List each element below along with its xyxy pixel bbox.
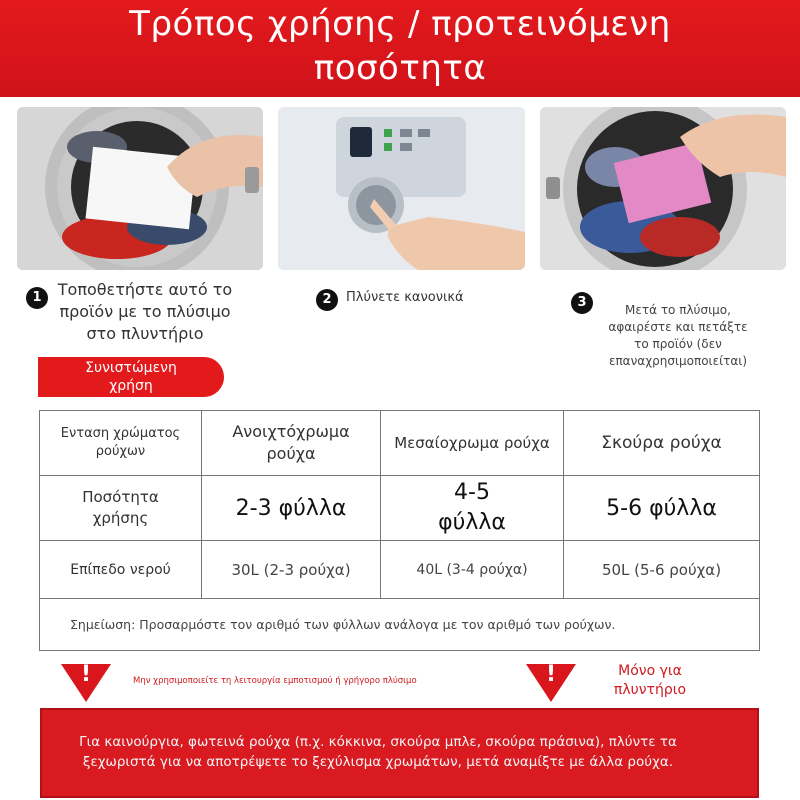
dosage-label bbox=[40, 476, 201, 540]
warning-no-soak-text: Μην χρησιμοποιείτε τη λειτουργία εμποτισμού ή γρήγορο πλύσιμο bbox=[133, 676, 417, 686]
header-col1-line-2: ρούχα bbox=[266, 444, 316, 463]
water-light: 30L (2-3 ρούχα) bbox=[231, 560, 351, 579]
water-dark: 50L (5-6 ρούχα) bbox=[601, 560, 722, 579]
header-light-clothes bbox=[202, 411, 380, 475]
step-3-line-3: το προϊόν (δεν bbox=[634, 337, 722, 351]
bottom-notice-text bbox=[58, 732, 698, 772]
warning-right-line-1: Μόνο για bbox=[618, 663, 682, 679]
header-banner bbox=[0, 0, 800, 97]
warning-machine-only bbox=[590, 662, 710, 700]
step-1-line-2: προϊόν με το πλύσιμο bbox=[59, 302, 231, 321]
header-label-line-2: ρούχων bbox=[95, 444, 146, 459]
step-2-text: Πλύνετε κανονικά bbox=[346, 290, 464, 305]
table-note: Σημείωση: Προσαρμόστε τον αριθμό των φύλλων ανάλογα με τον αριθμό των ρούχων. bbox=[70, 617, 616, 632]
step-2-number: 2 bbox=[316, 289, 338, 311]
header-medium-clothes: Μεσαίοχρωμα ρούχα bbox=[394, 434, 550, 452]
water-label: Επίπεδο νερού bbox=[70, 561, 171, 578]
bottom-notice-line-2: ξεχωριστά για να αποτρέψετε το ξεχύλισμα χρωμάτων, μετά αναμίξτε με άλλα ρούχα. bbox=[82, 754, 674, 770]
recommended-use-badge bbox=[38, 357, 224, 397]
dosage-label-line-2: χρήσης bbox=[92, 509, 149, 527]
step-1-text bbox=[50, 279, 240, 345]
title-line-2: ποσότητα bbox=[313, 48, 487, 88]
dosage-light: 2-3 φύλλα bbox=[235, 495, 347, 521]
step-3-photo bbox=[540, 107, 786, 270]
step-1-number: 1 bbox=[26, 287, 48, 309]
usage-table bbox=[39, 410, 760, 651]
step-2-photo bbox=[278, 107, 525, 270]
badge-line-2: χρήση bbox=[109, 378, 153, 394]
dosage-dark: 5-6 φύλλα bbox=[606, 495, 717, 521]
badge-line-1: Συνιστώμενη bbox=[85, 360, 177, 376]
step-3-line-1: Μετά το πλύσιμο, bbox=[625, 303, 731, 317]
page-title bbox=[0, 2, 800, 90]
step-3-text bbox=[598, 302, 758, 370]
step-3-line-4: επαναχρησιμοποιείται) bbox=[608, 354, 748, 368]
title-line-1: Τρόπος χρήσης / προτεινόμενη bbox=[129, 4, 671, 44]
dosage-medium-line-2: φύλλα bbox=[438, 510, 506, 535]
header-color-intensity bbox=[40, 411, 201, 475]
header-label-line-1: Ενταση χρώματος bbox=[60, 426, 181, 441]
warning-right-line-2: πλυντήριο bbox=[613, 682, 687, 698]
step-3-number: 3 bbox=[571, 292, 593, 314]
dosage-medium-line-1: 4-5 bbox=[454, 480, 490, 505]
step-1-line-1: Τοποθετήστε αυτό το bbox=[57, 280, 233, 299]
water-medium: 40L (3-4 ρούχα) bbox=[416, 561, 528, 578]
bottom-notice-line-1: Για καινούργια, φωτεινά ρούχα (π.χ. κόκκινα, σκούρα μπλε, σκούρα πράσινα), πλύντε τα bbox=[79, 734, 677, 750]
step-1-line-3: στο πλυντήριο bbox=[86, 324, 204, 343]
step-3-line-2: αφαιρέστε και πετάξτε bbox=[608, 320, 748, 334]
header-dark-clothes: Σκούρα ρούχα bbox=[601, 433, 722, 453]
step-1-photo bbox=[17, 107, 263, 270]
dosage-label-line-1: Ποσότητα bbox=[82, 488, 159, 506]
header-col1-line-1: Ανοιχτόχρωμα bbox=[232, 422, 350, 441]
dosage-medium bbox=[381, 476, 563, 540]
warning-mark-right: ! bbox=[545, 662, 557, 687]
warning-mark-left: ! bbox=[80, 662, 92, 687]
